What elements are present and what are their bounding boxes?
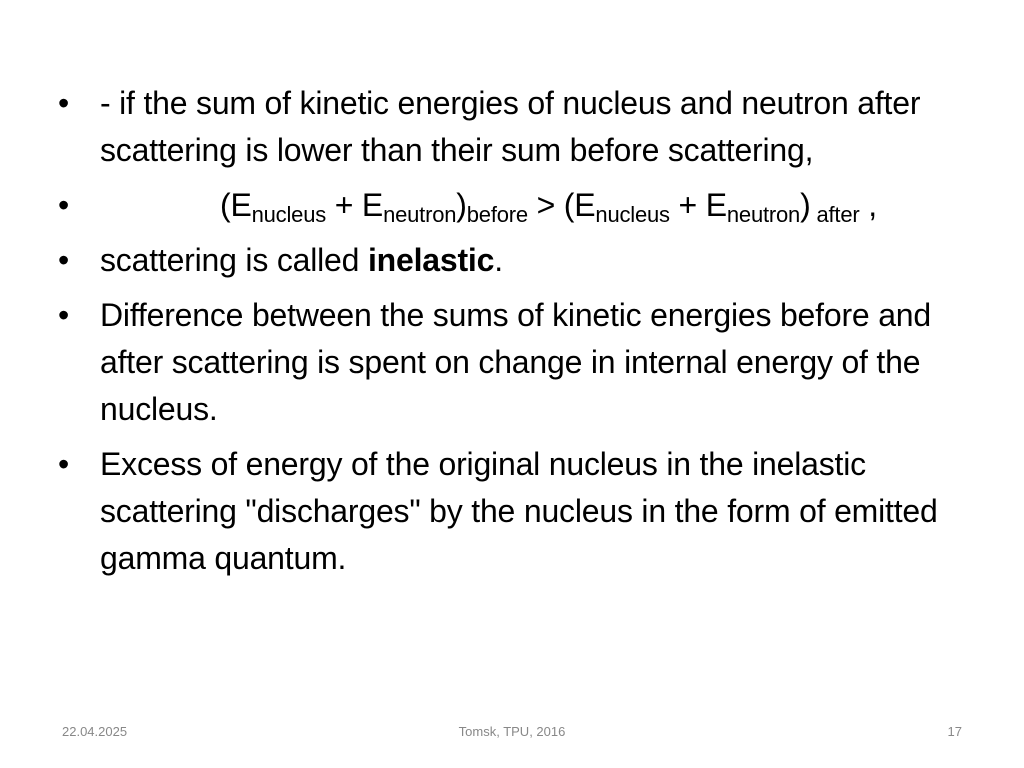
bullet-text: Excess of energy of the original nucleus in the inelastic scattering "discharges" by the nucleus in the form of emitted gamma quantum. bbox=[100, 446, 938, 576]
bullet-text-prefix: scattering is called bbox=[100, 242, 368, 278]
bullet-item bbox=[58, 441, 988, 582]
bullet-icon: • bbox=[58, 85, 70, 121]
bullet-text: - if the sum of kinetic energies of nucleus and neutron after scattering is lower than their sum before scattering, bbox=[100, 85, 921, 168]
formula-sub-neutron-2: neutron bbox=[726, 202, 801, 227]
bullet-list bbox=[58, 80, 988, 590]
formula-close-1: ) bbox=[456, 187, 467, 223]
bullet-text-suffix: . bbox=[494, 242, 503, 278]
formula-plus-1: + E bbox=[326, 187, 384, 223]
bullet-icon: • bbox=[58, 242, 70, 278]
formula-greater-than: > (E bbox=[527, 187, 596, 223]
bullet-item-formula bbox=[58, 182, 988, 229]
formula-sub-before: before bbox=[466, 202, 528, 227]
bullet-item bbox=[58, 237, 988, 284]
footer-center-text: Tomsk, TPU, 2016 bbox=[458, 724, 566, 739]
formula-open-1: (E bbox=[220, 187, 252, 223]
formula-plus-2: + E bbox=[669, 187, 727, 223]
formula-sub-nucleus-1: nucleus bbox=[251, 202, 327, 227]
bullet-icon: • bbox=[58, 446, 70, 482]
energy-inequality-formula bbox=[100, 187, 877, 227]
bullet-text: Difference between the sums of kinetic energies before and after scattering is spent on change in internal energy of the nucleus. bbox=[100, 297, 931, 427]
bullet-text-bold: inelastic bbox=[367, 242, 495, 278]
bullet-item bbox=[58, 292, 988, 433]
bullet-icon: • bbox=[58, 297, 70, 333]
bullet-icon: • bbox=[58, 187, 70, 223]
formula-sub-after: after bbox=[810, 202, 860, 227]
formula-sub-nucleus-2: nucleus bbox=[595, 202, 670, 227]
bullet-item bbox=[58, 80, 988, 174]
formula-sub-neutron-1: neutron bbox=[383, 202, 457, 227]
formula-close-2: ) bbox=[800, 187, 811, 223]
formula-comma: , bbox=[859, 187, 877, 223]
footer-date: 22.04.2025 bbox=[62, 724, 128, 739]
footer-page-number: 17 bbox=[947, 724, 962, 739]
